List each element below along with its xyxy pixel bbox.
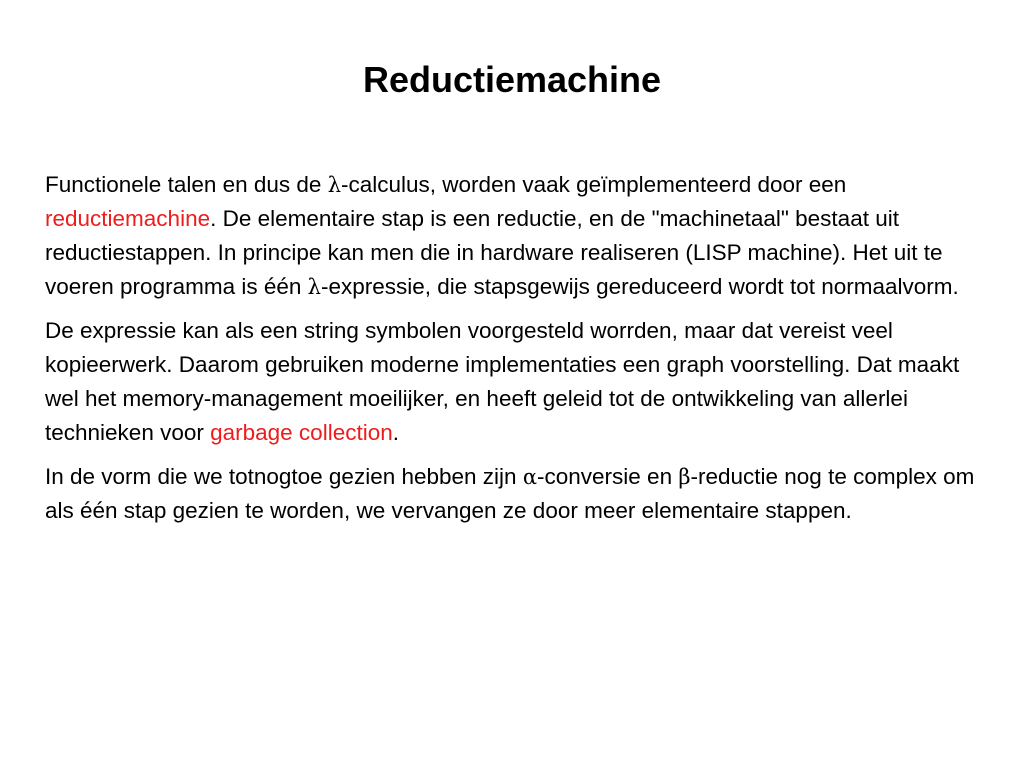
text-run: . xyxy=(392,420,400,445)
text-run: -reductie nog te complex om als één stap gezien te worden, we vervangen ze door meer elementaire stappen. xyxy=(45,464,975,523)
beta-symbol: β xyxy=(678,465,691,489)
text-run: -expressie, die stapsgewijs gereduceerd wordt tot normaalvorm. xyxy=(320,274,959,299)
text-run: De expressie kan als een string symbolen voorgesteld worrden, maar dat vereist veel kopieerwerk. Daarom gebruiken moderne implementaties een graph voorstelling. Dat maakt wel het memory-management moeilijker, en heeft geleid tot de ontwikkeling van allerlei technieken voor xyxy=(45,318,960,445)
alpha-symbol: α xyxy=(522,465,538,489)
highlighted-term-reductiemachine: reductiemachine xyxy=(45,206,211,231)
lambda-symbol: λ xyxy=(307,275,321,299)
paragraph-reductiemachine xyxy=(45,168,985,304)
text-run: . De elementaire stap is een reductie, en de "machinetaal" bestaat uit reductiestappen. In principe kan men die in hardware realiseren (LISP machine). Het uit te voeren programma is één xyxy=(45,206,943,299)
text-run: In de vorm die we totnogtoe gezien hebben zijn xyxy=(45,464,523,489)
paragraph-expressie xyxy=(45,314,985,450)
slide-body xyxy=(45,168,985,538)
paragraph-conversie xyxy=(45,460,985,528)
text-run: -calculus, worden vaak geïmplementeerd door een xyxy=(341,172,847,197)
text-run: -conversie en xyxy=(537,464,679,489)
slide-title: Reductiemachine xyxy=(362,59,662,100)
text-run: Functionele talen en dus de xyxy=(45,172,328,197)
lambda-symbol: λ xyxy=(327,173,342,197)
highlighted-term-garbage-collection: garbage collection xyxy=(210,420,393,445)
